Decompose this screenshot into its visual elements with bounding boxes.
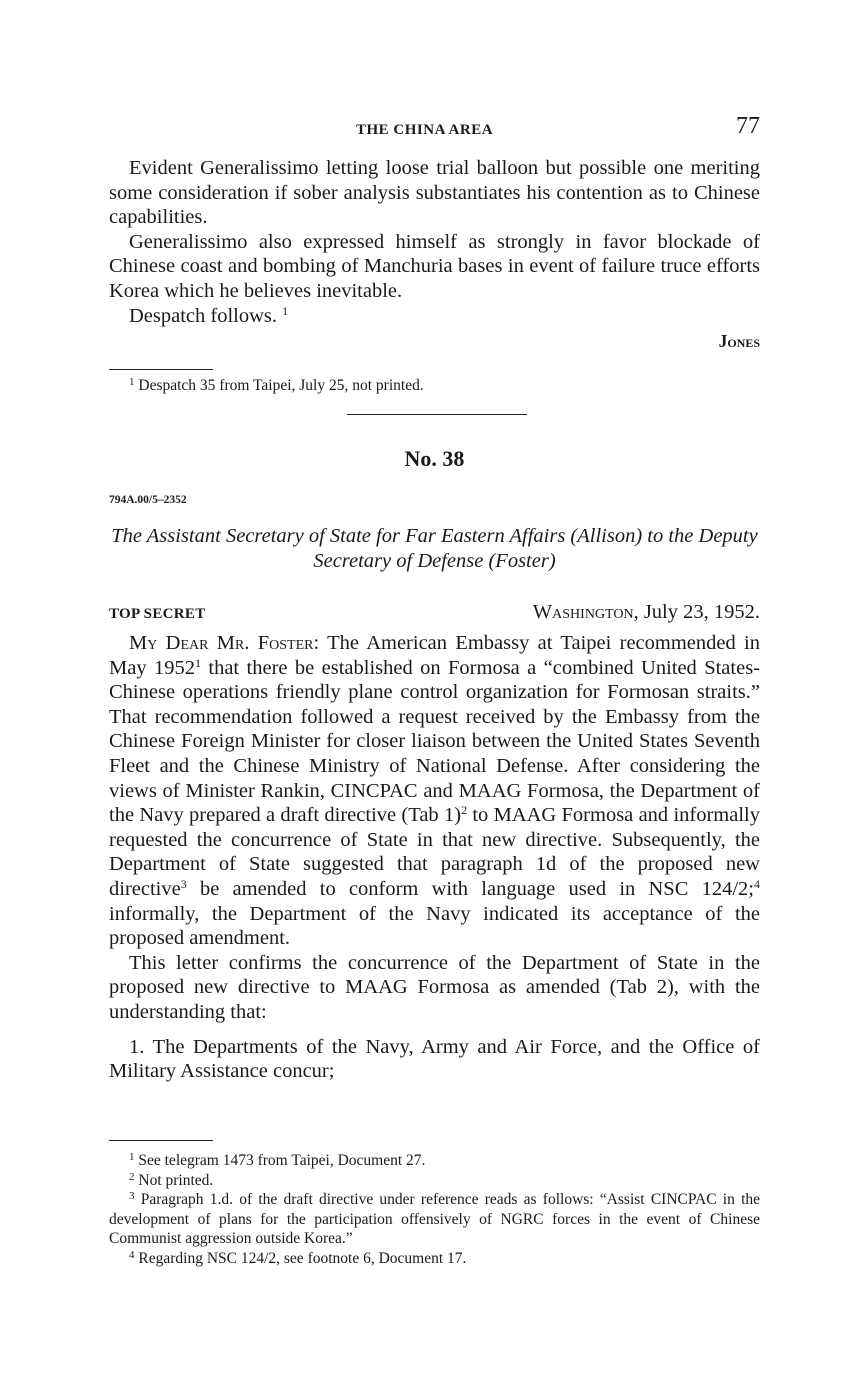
footnote-ref: 1 xyxy=(282,303,289,318)
footnote-ref: 2 xyxy=(461,803,468,818)
footnotes xyxy=(109,1151,760,1268)
text-run: to MAAG Formosa and informally requested the concurrence of State in that new directive. Subsequently, the Department of State suggested that paragraph 1d of the proposed new directive xyxy=(109,804,760,900)
text-run: : The American Embassy at Taipei recommended in May 1952 xyxy=(109,632,761,679)
prior-closing xyxy=(109,304,760,329)
footnote-ref: 3 xyxy=(180,876,187,891)
footnote-4 xyxy=(109,1249,760,1269)
footnote-divider xyxy=(109,369,213,370)
footnote-3 xyxy=(109,1190,760,1249)
footnote-text: Not printed. xyxy=(138,1171,214,1189)
page-number: 77 xyxy=(736,113,760,139)
letter-paragraph-2: This letter confirms the concurrence of the Department of State in the proposed new directive to MAAG Formosa as amended (Tab 2), with the understanding that: xyxy=(109,951,760,1023)
file-number: 794A.00/5–2352 xyxy=(109,494,187,506)
footnote-marker: 4 xyxy=(129,1248,135,1261)
footnote-text: Regarding NSC 124/2, see footnote 6, Document 17. xyxy=(138,1249,467,1267)
running-head xyxy=(109,113,760,143)
footnote-2 xyxy=(109,1171,760,1191)
signature: Jones xyxy=(718,331,760,351)
footnote-ref: 1 xyxy=(194,655,201,670)
footnote-text: See telegram 1473 from Taipei, Document 27. xyxy=(138,1152,426,1169)
list-item-1: 1. The Departments of the Navy, Army and Air Force, and the Office of Military Assistance concur; xyxy=(109,1035,760,1083)
running-title: THE CHINA AREA xyxy=(356,122,494,138)
dateline-place: Washington xyxy=(532,601,634,623)
salutation: My Dear Mr. Foster xyxy=(129,632,314,654)
prior-document-text xyxy=(109,156,760,328)
prior-paragraph-1: Evident Generalissimo letting loose trial balloon but possible one meriting some consideration if sober analysis substantiates his contention as to Chinese capabilities. xyxy=(109,157,760,229)
document-separator xyxy=(347,414,527,415)
prior-footnote xyxy=(109,376,760,396)
footnote-text: Paragraph 1.d. of the draft directive under reference reads as follows: “Assist CINCPAC in the development of plans for the participation offensively of NGRC forces in the event of Chinese Communist aggression outside Korea.” xyxy=(109,1191,760,1247)
footnote-marker: 3 xyxy=(129,1190,135,1202)
classification-line xyxy=(109,601,760,627)
dateline-date: , July 23, 1952. xyxy=(633,601,760,623)
text-run: be amended to conform with language used in NSC 124/2; xyxy=(186,877,754,900)
footnote-1 xyxy=(109,1151,760,1171)
letter-body xyxy=(109,631,760,1084)
closing-text: Despatch follows. xyxy=(129,304,278,327)
letter-paragraph-1 xyxy=(109,631,760,951)
document-number: No. 38 xyxy=(404,446,465,471)
footnote-ref: 4 xyxy=(754,876,760,891)
dateline xyxy=(533,601,760,624)
spacer xyxy=(109,1025,760,1035)
prior-paragraph-2: Generalissimo also expressed himself as strongly in favor blockade of Chinese coast and bombing of Manchuria bases in event of failure truce efforts Korea which he believes inevitable. xyxy=(109,230,760,302)
footnote-marker: 1 xyxy=(129,376,135,388)
document-title: The Assistant Secretary of State for Far Eastern Affairs (Allison) to the Deputy Secretary of Defense (Foster) xyxy=(111,525,758,572)
footnote-divider xyxy=(109,1140,213,1141)
text-run: that there be established on Formosa a “combined United States-Chinese operations friendly plane control organization for Formosan straits.” That recommendation followed a request received by the Embassy from the Chinese Foreign Minister for closer liaison between the United States Seventh Fleet and the Chinese Ministry of National Defense. After considering the views of Minister Rankin, CINCPAC and MAAG Formosa, the Department of the Navy prepared a draft directive (Tab 1) xyxy=(109,656,760,827)
footnote-marker: 1 xyxy=(129,1151,135,1163)
footnote-text: Despatch 35 from Taipei, July 25, not printed. xyxy=(138,377,424,394)
text-run: informally, the Department of the Navy indicated its acceptance of the proposed amendment. xyxy=(109,902,760,950)
footnote-marker: 2 xyxy=(129,1170,135,1183)
classification: TOP SECRET xyxy=(109,606,206,622)
